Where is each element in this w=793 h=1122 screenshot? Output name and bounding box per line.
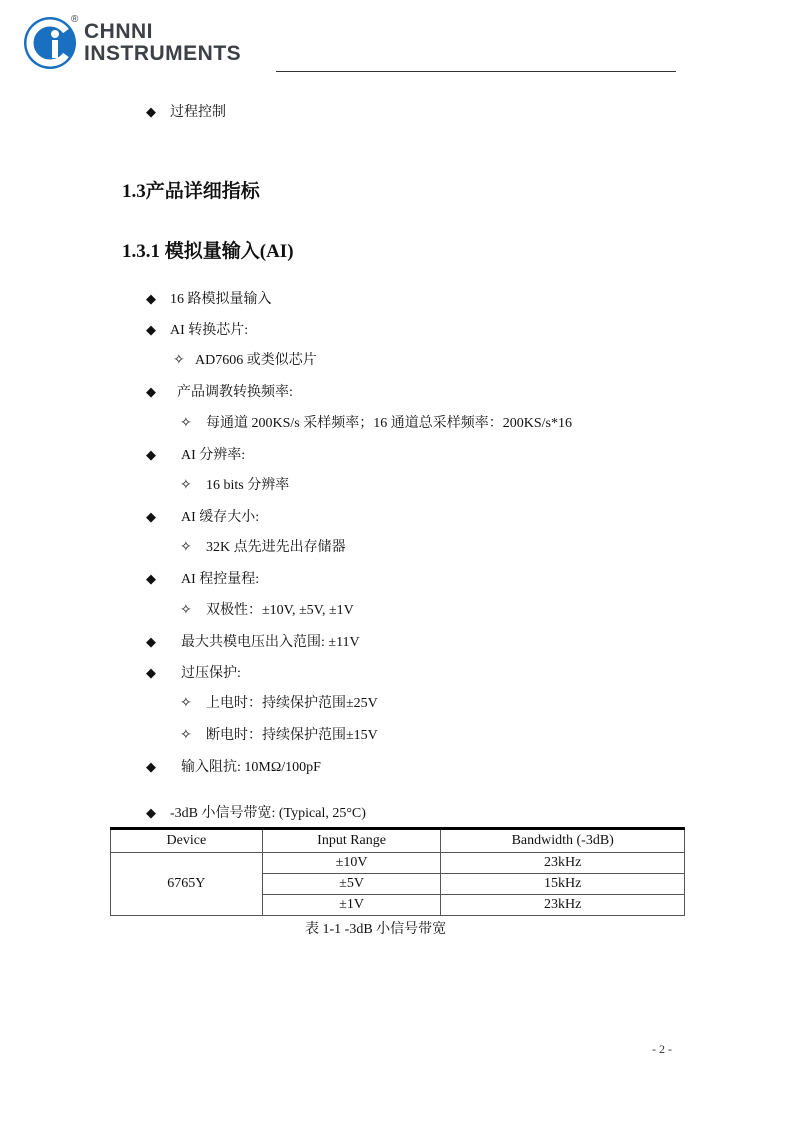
bandwidth-cell: 23kHz xyxy=(441,895,685,916)
star-bullet-icon: ✧ xyxy=(180,696,192,711)
diamond-bullet-icon: ◆ xyxy=(146,384,156,399)
diamond-bullet-icon: ◆ xyxy=(146,291,156,306)
bandwidth-table xyxy=(110,827,685,916)
diamond-bullet-icon: ◆ xyxy=(146,665,156,680)
header-divider xyxy=(276,71,676,72)
list-item xyxy=(146,446,245,465)
brand-name xyxy=(84,21,241,65)
input-range-cell: ±5V xyxy=(262,874,441,895)
star-bullet-icon: ✧ xyxy=(180,540,192,555)
list-item-text: 输入阻抗: 10MΩ/100pF xyxy=(181,760,321,775)
registered-mark: ® xyxy=(71,14,79,25)
diamond-bullet-icon: ◆ xyxy=(146,509,156,524)
page-number: - 2 - xyxy=(652,1042,672,1056)
bandwidth-cell: 23kHz xyxy=(441,853,685,874)
star-bullet-icon: ✧ xyxy=(180,728,192,743)
sub-list-item xyxy=(180,727,378,745)
table-row xyxy=(111,853,685,874)
list-item-text: -3dB 小信号带宽: (Typical, 25°C) xyxy=(170,806,366,821)
diamond-bullet-icon: ◆ xyxy=(146,805,156,820)
sub-list-item xyxy=(180,415,572,433)
sub-list-item xyxy=(180,695,378,713)
diamond-bullet-icon: ◆ xyxy=(146,759,156,774)
list-item-text: AI 转换芯片: xyxy=(170,323,249,338)
star-bullet-icon: ✧ xyxy=(173,353,185,368)
brand-line-2: INSTRUMENTS xyxy=(84,42,242,65)
sub-list-item xyxy=(180,477,289,495)
list-item-text: 16 bits 分辨率 xyxy=(206,478,290,493)
diamond-bullet-icon: ◆ xyxy=(146,571,156,586)
bandwidth-cell: 15kHz xyxy=(441,874,685,895)
list-item-text: AI 缓存大小: xyxy=(181,510,260,525)
diamond-bullet-icon: ◆ xyxy=(146,322,156,337)
list-item xyxy=(146,758,321,777)
list-item xyxy=(146,508,259,527)
input-range-cell: ±10V xyxy=(262,853,441,874)
diamond-bullet-icon: ◆ xyxy=(146,634,156,649)
sub-list-item xyxy=(180,602,354,620)
list-item xyxy=(146,570,259,589)
list-item-text: 每通道 200KS/s 采样频率；16 通道总采样频率：200KS/s*16 xyxy=(206,416,572,431)
list-item-text: 过程控制 xyxy=(170,105,226,120)
list-item-text: 双极性：±10V, ±5V, ±1V xyxy=(206,603,354,618)
list-item xyxy=(146,664,241,683)
star-bullet-icon: ✧ xyxy=(180,416,192,431)
list-item-text: 32K 点先进先出存储器 xyxy=(206,540,346,555)
list-item-text: AI 程控量程: xyxy=(181,572,260,587)
list-item xyxy=(146,804,366,823)
sub-list-item xyxy=(173,352,317,370)
sub-list-item xyxy=(180,539,346,557)
list-item-text: 16 路模拟量输入 xyxy=(170,292,272,307)
company-logo xyxy=(22,15,282,75)
table-header: Bandwidth (-3dB) xyxy=(441,829,685,853)
list-item-text: AD7606 或类似芯片 xyxy=(195,353,317,368)
subsection-title: 1.3.1 模拟量输入(AI) xyxy=(122,241,294,262)
device-cell: 6765Y xyxy=(111,853,263,916)
list-item-text: 上电时：持续保护范围±25V xyxy=(206,696,378,711)
list-item-text: 过压保护: xyxy=(181,666,241,681)
list-item-text: 产品调教转换频率: xyxy=(177,385,293,400)
star-bullet-icon: ✧ xyxy=(180,603,192,618)
list-item xyxy=(146,290,272,309)
list-item xyxy=(146,321,248,340)
chnni-logo-icon xyxy=(22,15,78,71)
brand-line-1: CHNNI xyxy=(84,20,153,43)
section-title: 1.3产品详细指标 xyxy=(122,181,260,202)
table-header-row xyxy=(111,829,685,853)
diamond-bullet-icon: ◆ xyxy=(146,104,156,119)
table-caption: 表 1-1 -3dB 小信号带宽 xyxy=(305,922,447,937)
list-item xyxy=(146,633,360,652)
list-item-text: 断电时：持续保护范围±15V xyxy=(206,728,378,743)
star-bullet-icon: ✧ xyxy=(180,478,192,493)
table-header: Input Range xyxy=(262,829,441,853)
list-item xyxy=(146,383,293,402)
list-item-text: AI 分辨率: xyxy=(181,448,246,463)
list-item xyxy=(146,103,226,122)
input-range-cell: ±1V xyxy=(262,895,441,916)
list-item-text: 最大共模电压出入范围: ±11V xyxy=(181,635,360,650)
diamond-bullet-icon: ◆ xyxy=(146,447,156,462)
table-header: Device xyxy=(111,829,263,853)
